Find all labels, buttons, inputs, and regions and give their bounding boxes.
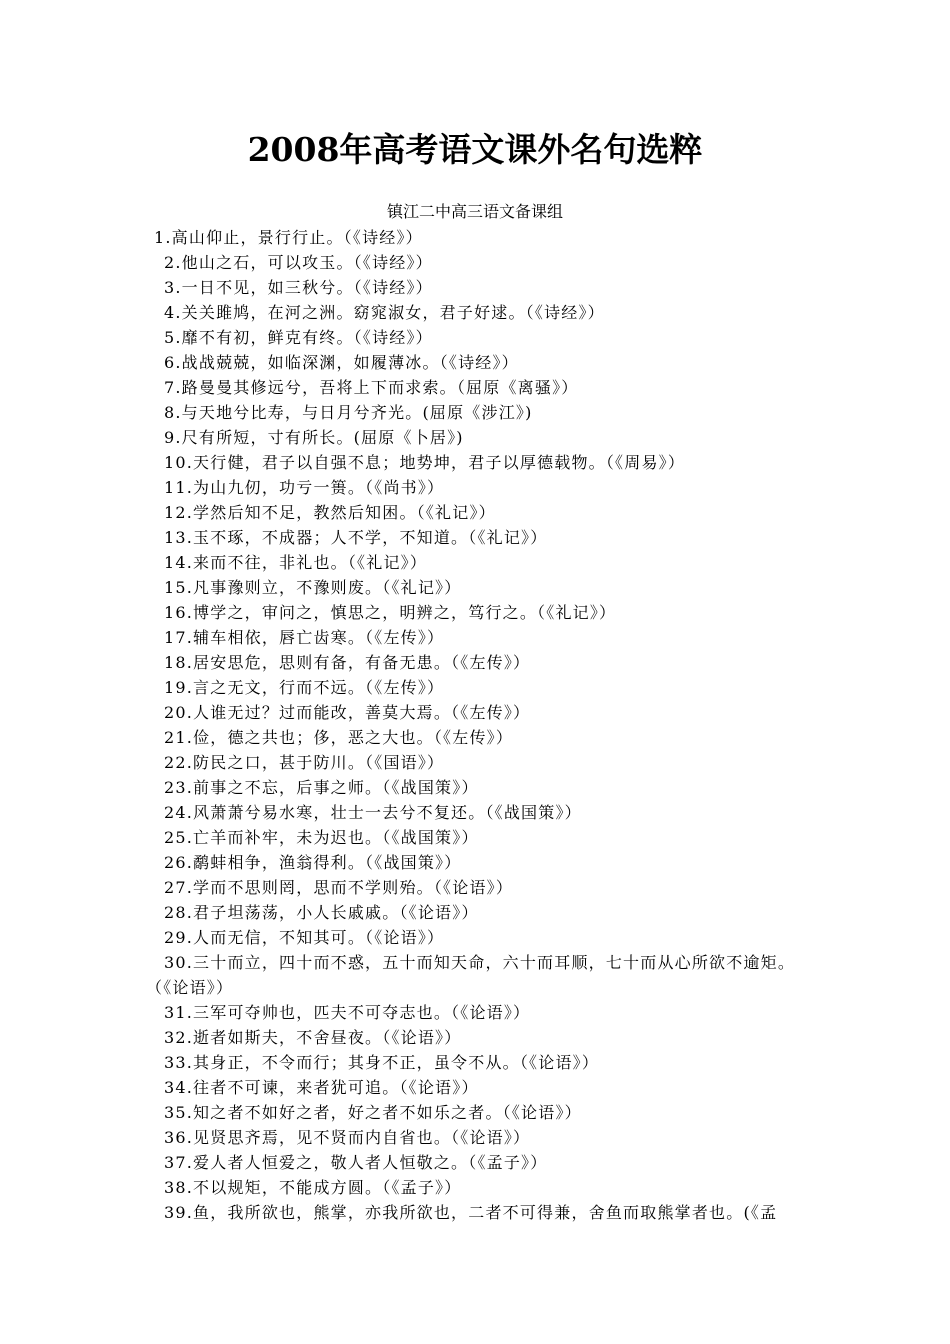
quote-item: 28.君子坦荡荡，小人长戚戚。（《论语》） <box>164 903 479 922</box>
quote-item: 17.辅车相依，唇亡齿寒。（《左传》） <box>164 628 445 647</box>
quote-item: 5.靡不有初，鲜克有终。（《诗经》） <box>164 328 433 347</box>
quote-item: 30.三十而立，四十而不惑，五十而知天命，六十而耳顺，七十而从心所欲不逾矩。（《论语》） <box>146 953 796 997</box>
quote-item: 18.居安思危，思则有备，有备无患。（《左传》） <box>164 653 531 672</box>
quote-item: 13.玉不琢，不成器；人不学，不知道。（《礼记》） <box>164 528 548 547</box>
quote-item: 21.俭，德之共也；侈，恶之大也。（《左传》） <box>164 728 514 747</box>
quote-item: 9.尺有所短，寸有所长。(屈原《卜居》) <box>164 428 464 447</box>
quote-item: 36.见贤思齐焉，见不贤而内自省也。（《论语》） <box>164 1128 531 1147</box>
quote-item: 11.为山九仞，功亏一篑。（《尚书》） <box>164 478 445 497</box>
document-title: 2008年高考语文课外名句选粹 <box>247 130 703 169</box>
quote-item: 29.人而无信，不知其可。（《论语》） <box>164 928 445 947</box>
quote-item: 24.风萧萧兮易水寒，壮士一去兮不复还。（《战国策》） <box>164 803 582 822</box>
document-subtitle: 镇江二中高三语文备课组 <box>386 202 563 221</box>
quote-item: 34.往者不可谏，来者犹可追。（《论语》） <box>164 1078 479 1097</box>
quote-item: 20.人谁无过？过而能改，善莫大焉。（《左传》） <box>164 703 531 722</box>
quote-item: 10.天行健，君子以自强不息；地势坤，君子以厚德载物。（《周易》） <box>164 453 686 472</box>
quote-item: 31.三军可夺帅也，匹夫不可夺志也。（《论语》） <box>164 1003 531 1022</box>
quote-item: 27.学而不思则罔，思而不学则殆。（《论语》） <box>164 878 514 897</box>
quote-item: 33.其身正，不令而行；其身不正，虽令不从。（《论语》） <box>164 1053 600 1072</box>
quote-item: 12.学然后知不足，教然后知困。（《礼记》） <box>164 503 496 522</box>
quote-list <box>146 225 810 1225</box>
quote-item: 16.博学之，审问之，慎思之，明辨之，笃行之。（《礼记》） <box>164 603 617 622</box>
quote-item: 3.一日不见，如三秋兮。（《诗经》） <box>164 278 433 297</box>
quote-item: 15.凡事豫则立，不豫则废。（《礼记》） <box>164 578 462 597</box>
quote-item: 7.路曼曼其修远兮，吾将上下而求索。（屈原《离骚》） <box>164 378 579 397</box>
quote-item: 35.知之者不如好之者，好之者不如乐之者。（《论语》） <box>164 1103 582 1122</box>
quote-item: 39.鱼，我所欲也，熊掌，亦我所欲也，二者不可得兼，舍鱼而取熊掌者也。(《孟 <box>164 1203 778 1222</box>
quote-item: 32.逝者如斯夫，不舍昼夜。（《论语》） <box>164 1028 462 1047</box>
quote-item: 8.与天地兮比寿，与日月兮齐光。(屈原《涉江》) <box>164 403 533 422</box>
quote-item: 1.高山仰止，景行行止。（《诗经》） <box>154 228 423 247</box>
quote-item: 23.前事之不忘，后事之师。（《战国策》） <box>164 778 479 797</box>
quote-item: 14.来而不往，非礼也。（《礼记》） <box>164 553 428 572</box>
quote-item: 26.鹬蚌相争，渔翁得利。（《战国策》） <box>164 853 462 872</box>
quote-item: 19.言之无文，行而不远。（《左传》） <box>164 678 445 697</box>
quote-item: 4.关关雎鸠，在河之洲。窈窕淑女，君子好逑。（《诗经》） <box>164 303 605 322</box>
quote-item: 2.他山之石，可以攻玉。（《诗经》） <box>164 253 433 272</box>
quote-item: 6.战战兢兢，如临深渊，如履薄冰。（《诗经》） <box>164 353 519 372</box>
quote-item: 38.不以规矩，不能成方圆。（《孟子》） <box>164 1178 462 1197</box>
quote-item: 37.爱人者人恒爱之，敬人者人恒敬之。（《孟子》） <box>164 1153 548 1172</box>
quote-item: 22.防民之口，甚于防川。（《国语》） <box>164 753 445 772</box>
quote-item: 25.亡羊而补牢，未为迟也。（《战国策》） <box>164 828 479 847</box>
